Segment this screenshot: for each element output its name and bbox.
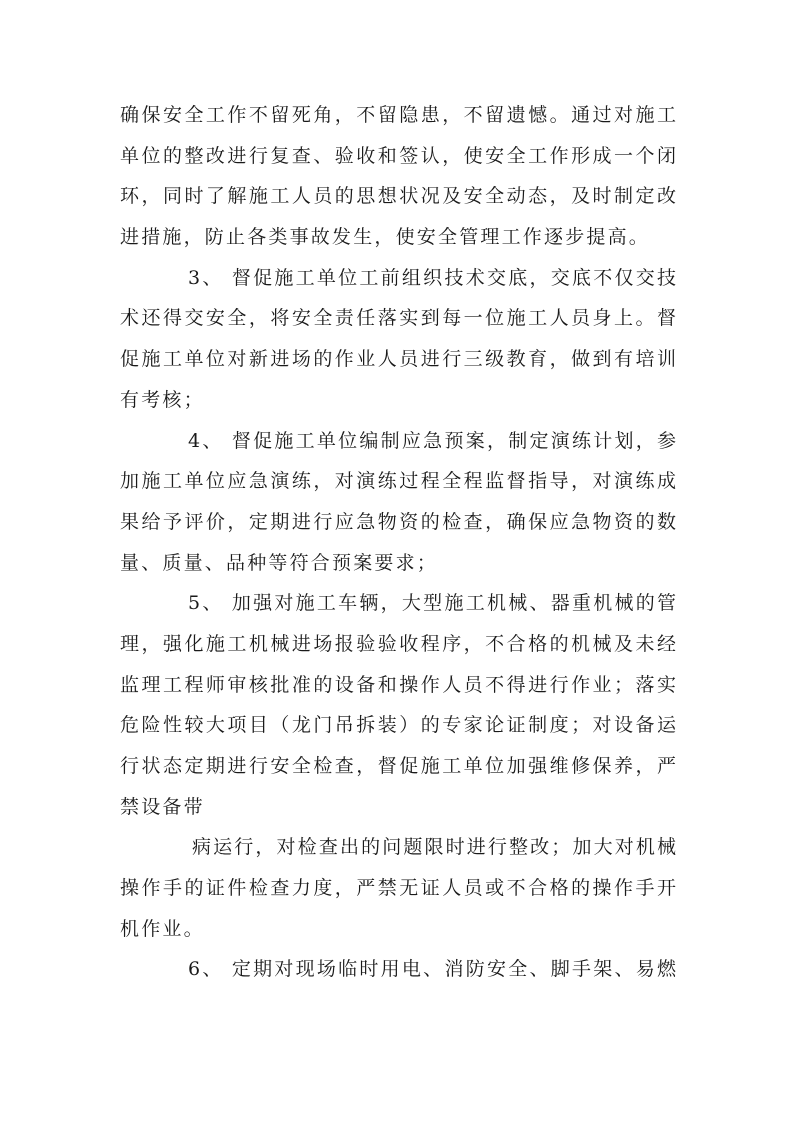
item-3-heading-line: 3、 督促施工单位工前组织技术交底，交底不仅交技 (188, 266, 676, 289)
text-line-16: 危险性较大项目（龙门吊拆装）的专家论证制度；对设备运 (120, 714, 676, 737)
item-5-heading-line: 5、 加强对施工车辆，大型施工机械、器重机械的管 (188, 592, 676, 615)
text-line-21: 机作业。 (120, 917, 205, 940)
text-line-19: 病运行，对检查出的问题限时进行整改；加大对机械 (192, 836, 676, 859)
text-line-10: 加施工单位应急演练，对演练过程全程监督指导，对演练成 (120, 470, 676, 493)
text-line-14: 理，强化施工机械进场报验验收程序，不合格的机械及未经 (120, 632, 676, 655)
text-line-18: 禁设备带 (120, 795, 205, 818)
text-line-2: 单位的整改进行复查、验收和签认，使安全工作形成一个闭 (120, 144, 676, 167)
text-line-11: 果给予评价，定期进行应急物资的检查，确保应急物资的数 (120, 510, 676, 533)
item-6-heading-line: 6、 定期对现场临时用电、消防安全、脚手架、易燃 (188, 958, 676, 981)
text-line-6: 术还得交安全，将安全责任落实到每一位施工人员身上。督 (120, 307, 676, 330)
text-line-15: 监理工程师审核批准的设备和操作人员不得进行作业；落实 (120, 673, 676, 696)
text-line-20: 操作手的证件检查力度，严禁无证人员或不合格的操作手开 (120, 877, 676, 900)
text-line-17: 行状态定期进行安全检查，督促施工单位加强维修保养，严 (120, 755, 676, 777)
item-4-heading-line: 4、 督促施工单位编制应急预案，制定演练计划，参 (188, 429, 676, 452)
text-line-4: 进措施，防止各类事故发生，使安全管理工作逐步提高。 (120, 226, 651, 249)
text-line-7: 促施工单位对新进场的作业人员进行三级教育，做到有培训 (120, 348, 676, 371)
text-line-8: 有考核； (120, 388, 205, 411)
text-line-1: 确保安全工作不留死角，不留隐患，不留遗憾。通过对施工 (120, 104, 676, 126)
document-body (120, 95, 676, 990)
text-line-3: 环，同时了解施工人员的思想状况及安全动态，及时制定改 (120, 185, 676, 208)
text-line-12: 量、质量、品种等符合预案要求； (120, 551, 439, 574)
